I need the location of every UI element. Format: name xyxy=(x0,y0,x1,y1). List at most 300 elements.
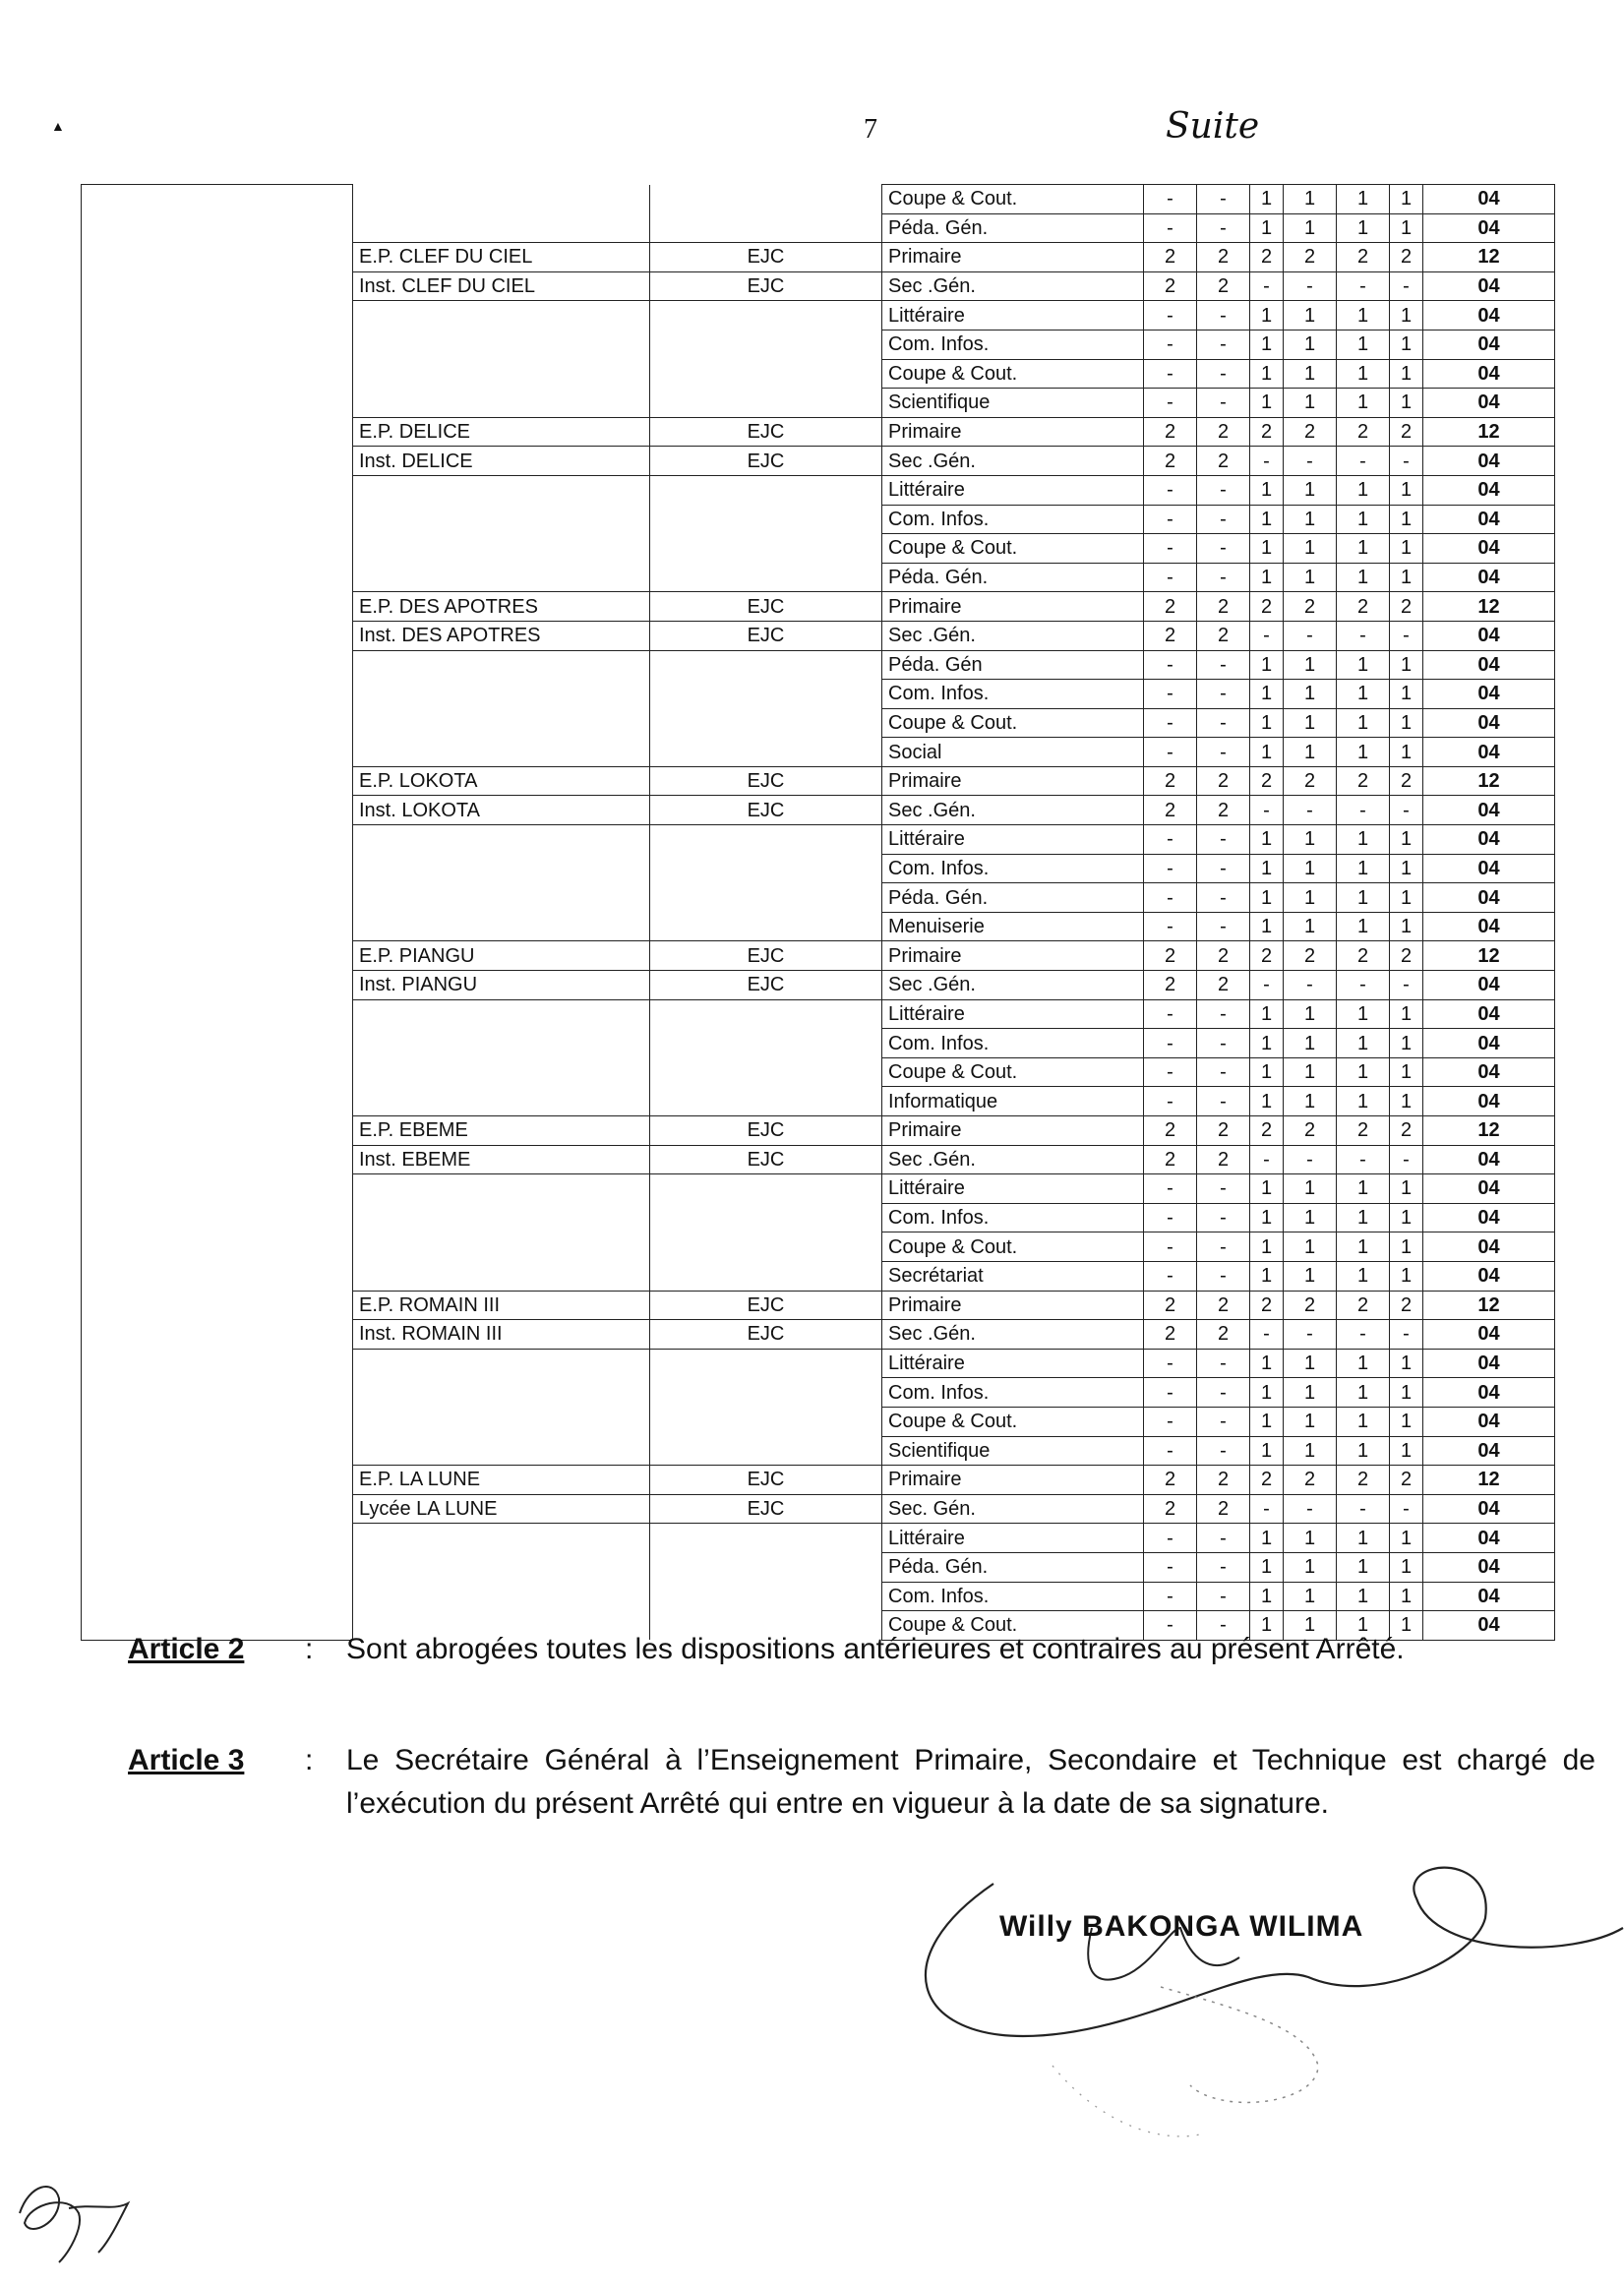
class-count-cell: 1 xyxy=(1250,330,1284,359)
class-count-cell: - xyxy=(1197,475,1250,505)
class-count-cell: - xyxy=(1284,1145,1337,1174)
class-count-cell: - xyxy=(1197,213,1250,243)
class-count-cell: 1 xyxy=(1337,1349,1390,1378)
class-count-cell: 1 xyxy=(1284,708,1337,738)
section-cell: Sec .Gén. xyxy=(882,796,1144,825)
class-count-cell: 1 xyxy=(1250,475,1284,505)
class-count-cell: 2 xyxy=(1250,592,1284,622)
class-count-cell: - xyxy=(1197,1174,1250,1204)
class-count-cell: - xyxy=(1284,1320,1337,1350)
class-count-cell: 1 xyxy=(1250,1582,1284,1611)
school-cell: E.P. PIANGU xyxy=(353,941,650,971)
class-count-cell: 1 xyxy=(1390,680,1423,709)
regime-cell: EJC xyxy=(650,1466,882,1495)
class-count-cell: 1 xyxy=(1337,505,1390,534)
class-count-cell: 1 xyxy=(1337,854,1390,883)
class-count-cell: - xyxy=(1144,1174,1197,1204)
scan-mark: ▲ xyxy=(51,118,65,134)
total-cell: 12 xyxy=(1423,243,1555,272)
class-count-cell: 1 xyxy=(1250,999,1284,1029)
class-count-cell: 1 xyxy=(1390,1203,1423,1232)
class-count-cell: - xyxy=(1144,708,1197,738)
class-count-cell: - xyxy=(1284,796,1337,825)
school-cell: Inst. CLEF DU CIEL xyxy=(353,271,650,301)
class-count-cell: 2 xyxy=(1284,766,1337,796)
class-count-cell: 2 xyxy=(1144,796,1197,825)
section-cell: Péda. Gén. xyxy=(882,213,1144,243)
class-count-cell: 1 xyxy=(1284,999,1337,1029)
class-count-cell: 1 xyxy=(1390,1029,1423,1058)
regime-cell: EJC xyxy=(650,1116,882,1146)
total-cell: 12 xyxy=(1423,1116,1555,1146)
class-count-cell: 2 xyxy=(1284,1291,1337,1320)
section-cell: Sec .Gén. xyxy=(882,621,1144,650)
section-cell: Coupe & Cout. xyxy=(882,1232,1144,1262)
class-count-cell: - xyxy=(1197,1349,1250,1378)
class-count-cell: 1 xyxy=(1250,301,1284,331)
class-count-cell: 2 xyxy=(1250,243,1284,272)
class-count-cell: - xyxy=(1250,971,1284,1000)
class-count-cell: 1 xyxy=(1390,330,1423,359)
class-count-cell: 2 xyxy=(1284,243,1337,272)
class-count-cell: - xyxy=(1144,1203,1197,1232)
class-count-cell: 2 xyxy=(1144,1291,1197,1320)
section-cell: Informatique xyxy=(882,1087,1144,1116)
class-count-cell: - xyxy=(1197,1611,1250,1641)
class-count-cell: - xyxy=(1284,621,1337,650)
class-count-cell: 2 xyxy=(1250,941,1284,971)
class-count-cell: 1 xyxy=(1250,1407,1284,1436)
class-count-cell: 1 xyxy=(1337,1087,1390,1116)
class-count-cell: 2 xyxy=(1390,1116,1423,1146)
class-count-cell: 1 xyxy=(1390,185,1423,214)
total-cell: 04 xyxy=(1423,563,1555,592)
class-count-cell: - xyxy=(1197,680,1250,709)
class-count-cell: - xyxy=(1284,271,1337,301)
section-cell: Littéraire xyxy=(882,999,1144,1029)
class-count-cell: 2 xyxy=(1144,1116,1197,1146)
class-count-cell: 2 xyxy=(1250,766,1284,796)
section-cell: Coupe & Cout. xyxy=(882,1057,1144,1087)
class-count-cell: - xyxy=(1390,271,1423,301)
class-count-cell: 2 xyxy=(1197,1291,1250,1320)
regime-cell: EJC xyxy=(650,592,882,622)
class-count-cell: 2 xyxy=(1144,243,1197,272)
class-count-cell: 1 xyxy=(1390,1232,1423,1262)
class-count-cell: 1 xyxy=(1390,1552,1423,1582)
class-count-cell: 1 xyxy=(1337,475,1390,505)
class-count-cell: 1 xyxy=(1284,475,1337,505)
class-count-cell: 1 xyxy=(1250,1378,1284,1408)
class-count-cell: 2 xyxy=(1197,271,1250,301)
class-count-cell: 2 xyxy=(1144,1145,1197,1174)
class-count-cell: 1 xyxy=(1250,389,1284,418)
regime-cell: EJC xyxy=(650,1291,882,1320)
class-count-cell: 1 xyxy=(1337,1524,1390,1553)
class-count-cell: 1 xyxy=(1284,301,1337,331)
class-count-cell: 1 xyxy=(1250,854,1284,883)
class-count-cell: 1 xyxy=(1337,563,1390,592)
section-cell: Com. Infos. xyxy=(882,854,1144,883)
class-count-cell: - xyxy=(1144,999,1197,1029)
article-3-text: Le Secrétaire Général à l’Enseignement Primaire, Secondaire et Technique est chargé de l’exécution du présent Arrêté qui entre en vigueur à la date de sa signature. xyxy=(346,1744,1595,1820)
section-cell: Péda. Gén xyxy=(882,650,1144,680)
class-count-cell: 1 xyxy=(1250,359,1284,389)
total-cell: 04 xyxy=(1423,475,1555,505)
class-count-cell: 1 xyxy=(1337,1582,1390,1611)
total-cell: 04 xyxy=(1423,738,1555,767)
school-cell: Inst. ROMAIN III xyxy=(353,1320,650,1350)
class-count-cell: 1 xyxy=(1250,1174,1284,1204)
class-count-cell: - xyxy=(1337,796,1390,825)
class-count-cell: 1 xyxy=(1284,1552,1337,1582)
class-count-cell: - xyxy=(1390,447,1423,476)
total-cell: 04 xyxy=(1423,1611,1555,1641)
class-count-cell: 1 xyxy=(1390,1524,1423,1553)
class-count-cell: 2 xyxy=(1250,1116,1284,1146)
section-cell: Littéraire xyxy=(882,301,1144,331)
class-count-cell: 1 xyxy=(1250,185,1284,214)
class-count-cell: 1 xyxy=(1337,999,1390,1029)
total-cell: 04 xyxy=(1423,854,1555,883)
class-count-cell: 2 xyxy=(1197,1145,1250,1174)
section-cell: Sec. Gén. xyxy=(882,1494,1144,1524)
class-count-cell: - xyxy=(1197,1524,1250,1553)
total-cell: 04 xyxy=(1423,330,1555,359)
total-cell: 04 xyxy=(1423,1407,1555,1436)
class-count-cell: 1 xyxy=(1284,1407,1337,1436)
school-cell: Lycée LA LUNE xyxy=(353,1494,650,1524)
class-count-cell: 1 xyxy=(1390,854,1423,883)
section-cell: Péda. Gén. xyxy=(882,883,1144,913)
regime-cell: EJC xyxy=(650,417,882,447)
class-count-cell: 1 xyxy=(1284,1029,1337,1058)
class-count-cell: 1 xyxy=(1337,359,1390,389)
class-count-cell: 2 xyxy=(1250,1291,1284,1320)
class-count-cell: 2 xyxy=(1197,592,1250,622)
class-count-cell: 1 xyxy=(1284,563,1337,592)
class-count-cell: - xyxy=(1197,1029,1250,1058)
section-cell: Coupe & Cout. xyxy=(882,1611,1144,1641)
class-count-cell: 1 xyxy=(1390,1407,1423,1436)
total-cell: 04 xyxy=(1423,359,1555,389)
class-count-cell: - xyxy=(1284,1494,1337,1524)
total-cell: 04 xyxy=(1423,680,1555,709)
class-count-cell: - xyxy=(1197,1378,1250,1408)
class-count-cell: 1 xyxy=(1337,883,1390,913)
class-count-cell: 1 xyxy=(1284,650,1337,680)
class-count-cell: - xyxy=(1144,505,1197,534)
class-count-cell: 1 xyxy=(1337,1407,1390,1436)
class-count-cell: - xyxy=(1144,1232,1197,1262)
total-cell: 04 xyxy=(1423,1378,1555,1408)
class-count-cell: 1 xyxy=(1390,999,1423,1029)
class-count-cell: 1 xyxy=(1284,825,1337,855)
class-count-cell: - xyxy=(1144,854,1197,883)
total-cell: 04 xyxy=(1423,1145,1555,1174)
total-cell: 04 xyxy=(1423,883,1555,913)
total-cell: 04 xyxy=(1423,534,1555,564)
class-count-cell: - xyxy=(1144,475,1197,505)
class-count-cell: - xyxy=(1197,912,1250,941)
class-count-cell: 1 xyxy=(1337,213,1390,243)
class-count-cell: - xyxy=(1197,389,1250,418)
class-count-cell: 1 xyxy=(1390,1378,1423,1408)
total-cell: 04 xyxy=(1423,912,1555,941)
class-count-cell: 1 xyxy=(1390,1436,1423,1466)
class-count-cell: 1 xyxy=(1337,680,1390,709)
class-count-cell: 1 xyxy=(1250,1261,1284,1291)
article-2-text: Sont abrogées toutes les dispositions antérieures et contraires au présent Arrêté. xyxy=(346,1633,1405,1665)
class-count-cell: 1 xyxy=(1390,738,1423,767)
class-count-cell: 1 xyxy=(1284,1611,1337,1641)
class-count-cell: 1 xyxy=(1250,1203,1284,1232)
class-count-cell: - xyxy=(1144,359,1197,389)
class-count-cell: - xyxy=(1197,1552,1250,1582)
class-count-cell: 1 xyxy=(1284,1261,1337,1291)
class-count-cell: 1 xyxy=(1250,738,1284,767)
total-cell: 04 xyxy=(1423,505,1555,534)
class-count-cell: - xyxy=(1144,330,1197,359)
regime-cell: EJC xyxy=(650,621,882,650)
class-count-cell: 1 xyxy=(1250,708,1284,738)
class-count-cell: 2 xyxy=(1197,766,1250,796)
section-cell: Com. Infos. xyxy=(882,1582,1144,1611)
class-count-cell: 1 xyxy=(1284,1582,1337,1611)
class-count-cell: - xyxy=(1390,971,1423,1000)
class-count-cell: 1 xyxy=(1284,1057,1337,1087)
class-count-cell: - xyxy=(1144,563,1197,592)
total-cell: 04 xyxy=(1423,621,1555,650)
total-cell: 04 xyxy=(1423,796,1555,825)
regime-cell: EJC xyxy=(650,447,882,476)
class-count-cell: 1 xyxy=(1284,883,1337,913)
total-cell: 04 xyxy=(1423,825,1555,855)
class-count-cell: 2 xyxy=(1390,243,1423,272)
section-cell: Coupe & Cout. xyxy=(882,534,1144,564)
class-count-cell: - xyxy=(1144,912,1197,941)
class-count-cell: - xyxy=(1197,1203,1250,1232)
class-count-cell: - xyxy=(1284,971,1337,1000)
class-count-cell: - xyxy=(1390,1320,1423,1350)
total-cell: 04 xyxy=(1423,1087,1555,1116)
class-count-cell: 1 xyxy=(1337,1174,1390,1204)
section-cell: Primaire xyxy=(882,1116,1144,1146)
class-count-cell: - xyxy=(1144,1087,1197,1116)
class-count-cell: 1 xyxy=(1337,1057,1390,1087)
school-cell: E.P. DELICE xyxy=(353,417,650,447)
section-cell: Com. Infos. xyxy=(882,680,1144,709)
class-count-cell: - xyxy=(1197,854,1250,883)
class-count-cell: 1 xyxy=(1337,650,1390,680)
article-3-colon: : xyxy=(305,1744,314,1776)
regime-cell: EJC xyxy=(650,766,882,796)
class-count-cell: 2 xyxy=(1197,1320,1250,1350)
class-count-cell: 1 xyxy=(1390,825,1423,855)
class-count-cell: 2 xyxy=(1337,1116,1390,1146)
class-count-cell: 2 xyxy=(1284,1466,1337,1495)
section-cell: Sec .Gén. xyxy=(882,271,1144,301)
class-count-cell: - xyxy=(1197,1087,1250,1116)
school-cell: Inst. LOKOTA xyxy=(353,796,650,825)
class-count-cell: - xyxy=(1144,185,1197,214)
class-count-cell: 2 xyxy=(1197,447,1250,476)
section-cell: Com. Infos. xyxy=(882,1378,1144,1408)
total-cell: 12 xyxy=(1423,766,1555,796)
total-cell: 04 xyxy=(1423,1349,1555,1378)
section-cell: Littéraire xyxy=(882,475,1144,505)
class-count-cell: 1 xyxy=(1250,912,1284,941)
class-count-cell: 1 xyxy=(1337,389,1390,418)
section-cell: Com. Infos. xyxy=(882,505,1144,534)
class-count-cell: 1 xyxy=(1337,1232,1390,1262)
class-count-cell: 1 xyxy=(1284,1524,1337,1553)
class-count-cell: 1 xyxy=(1390,359,1423,389)
total-cell: 04 xyxy=(1423,271,1555,301)
section-cell: Menuiserie xyxy=(882,912,1144,941)
class-count-cell: - xyxy=(1197,185,1250,214)
school-cell: Inst. DES APOTRES xyxy=(353,621,650,650)
class-count-cell: 1 xyxy=(1250,1057,1284,1087)
total-cell: 04 xyxy=(1423,1029,1555,1058)
total-cell: 04 xyxy=(1423,708,1555,738)
section-cell: Coupe & Cout. xyxy=(882,359,1144,389)
class-count-cell: 2 xyxy=(1390,592,1423,622)
class-count-cell: 2 xyxy=(1390,417,1423,447)
class-count-cell: 1 xyxy=(1390,1261,1423,1291)
regime-cell: EJC xyxy=(650,1320,882,1350)
class-count-cell: 2 xyxy=(1390,941,1423,971)
total-cell: 12 xyxy=(1423,592,1555,622)
class-count-cell: - xyxy=(1197,563,1250,592)
section-cell: Littéraire xyxy=(882,1174,1144,1204)
regime-cell: EJC xyxy=(650,796,882,825)
class-count-cell: 2 xyxy=(1197,621,1250,650)
article-2-label: Article 2 xyxy=(128,1633,245,1665)
class-count-cell: 1 xyxy=(1284,1203,1337,1232)
class-count-cell: 1 xyxy=(1284,359,1337,389)
class-count-cell: - xyxy=(1144,301,1197,331)
class-count-cell: 1 xyxy=(1250,563,1284,592)
class-count-cell: 1 xyxy=(1250,1552,1284,1582)
class-count-cell: 1 xyxy=(1337,301,1390,331)
total-cell: 04 xyxy=(1423,1261,1555,1291)
class-count-cell: - xyxy=(1197,1436,1250,1466)
class-count-cell: 1 xyxy=(1284,389,1337,418)
class-count-cell: 2 xyxy=(1144,941,1197,971)
class-count-cell: 1 xyxy=(1390,1087,1423,1116)
class-count-cell: 1 xyxy=(1250,680,1284,709)
class-count-cell: - xyxy=(1197,534,1250,564)
regime-cell: EJC xyxy=(650,1494,882,1524)
class-count-cell: 1 xyxy=(1284,1349,1337,1378)
class-count-cell: 1 xyxy=(1250,213,1284,243)
class-count-cell: 1 xyxy=(1337,1552,1390,1582)
class-count-cell: - xyxy=(1250,1320,1284,1350)
class-count-cell: - xyxy=(1337,621,1390,650)
article-3-label: Article 3 xyxy=(128,1744,245,1776)
class-count-cell: 2 xyxy=(1284,417,1337,447)
total-cell: 04 xyxy=(1423,301,1555,331)
class-count-cell: 2 xyxy=(1337,592,1390,622)
class-count-cell: - xyxy=(1284,447,1337,476)
class-count-cell: - xyxy=(1197,505,1250,534)
section-cell: Littéraire xyxy=(882,825,1144,855)
class-count-cell: 2 xyxy=(1144,447,1197,476)
class-count-cell: 1 xyxy=(1250,1524,1284,1553)
section-cell: Com. Infos. xyxy=(882,1203,1144,1232)
class-count-cell: 2 xyxy=(1144,417,1197,447)
section-cell: Coupe & Cout. xyxy=(882,185,1144,214)
total-cell: 04 xyxy=(1423,1232,1555,1262)
school-cell: Inst. DELICE xyxy=(353,447,650,476)
class-count-cell: - xyxy=(1197,738,1250,767)
class-count-cell: 1 xyxy=(1390,1349,1423,1378)
total-cell: 04 xyxy=(1423,1057,1555,1087)
class-count-cell: - xyxy=(1144,650,1197,680)
class-count-cell: - xyxy=(1144,883,1197,913)
total-cell: 04 xyxy=(1423,1436,1555,1466)
section-cell: Primaire xyxy=(882,1466,1144,1495)
class-count-cell: 1 xyxy=(1390,1582,1423,1611)
total-cell: 12 xyxy=(1423,417,1555,447)
class-count-cell: - xyxy=(1197,1261,1250,1291)
school-cell: E.P. EBEME xyxy=(353,1116,650,1146)
class-count-cell: 1 xyxy=(1390,1057,1423,1087)
class-count-cell: - xyxy=(1144,1261,1197,1291)
class-count-cell: - xyxy=(1250,1494,1284,1524)
school-cell: E.P. CLEF DU CIEL xyxy=(353,243,650,272)
class-count-cell: 2 xyxy=(1197,796,1250,825)
section-cell: Com. Infos. xyxy=(882,1029,1144,1058)
class-count-cell: 1 xyxy=(1250,883,1284,913)
class-count-cell: - xyxy=(1197,1582,1250,1611)
total-cell: 04 xyxy=(1423,1494,1555,1524)
class-count-cell: - xyxy=(1144,680,1197,709)
section-cell: Péda. Gén. xyxy=(882,1552,1144,1582)
class-count-cell: 1 xyxy=(1337,1436,1390,1466)
section-cell: Primaire xyxy=(882,592,1144,622)
class-count-cell: - xyxy=(1337,271,1390,301)
class-count-cell: 1 xyxy=(1337,708,1390,738)
class-count-cell: 1 xyxy=(1284,330,1337,359)
class-count-cell: - xyxy=(1337,1145,1390,1174)
total-cell: 04 xyxy=(1423,650,1555,680)
regime-cell: EJC xyxy=(650,971,882,1000)
section-cell: Coupe & Cout. xyxy=(882,708,1144,738)
class-count-cell: - xyxy=(1197,1232,1250,1262)
class-count-cell: 1 xyxy=(1390,505,1423,534)
school-cell: E.P. LOKOTA xyxy=(353,766,650,796)
class-count-cell: - xyxy=(1197,301,1250,331)
class-count-cell: 2 xyxy=(1144,971,1197,1000)
total-cell: 04 xyxy=(1423,1174,1555,1204)
section-cell: Secrétariat xyxy=(882,1261,1144,1291)
class-count-cell: 1 xyxy=(1390,475,1423,505)
class-count-cell: 1 xyxy=(1284,854,1337,883)
class-count-cell: - xyxy=(1197,650,1250,680)
class-count-cell: 1 xyxy=(1337,1261,1390,1291)
school-cell: E.P. DES APOTRES xyxy=(353,592,650,622)
class-count-cell: 2 xyxy=(1284,592,1337,622)
section-cell: Littéraire xyxy=(882,1524,1144,1553)
class-count-cell: 1 xyxy=(1250,1436,1284,1466)
suite-label: Suite xyxy=(1166,106,1260,147)
class-count-cell: 1 xyxy=(1284,680,1337,709)
section-cell: Scientifique xyxy=(882,389,1144,418)
class-count-cell: 1 xyxy=(1390,1174,1423,1204)
class-count-cell: - xyxy=(1337,1320,1390,1350)
